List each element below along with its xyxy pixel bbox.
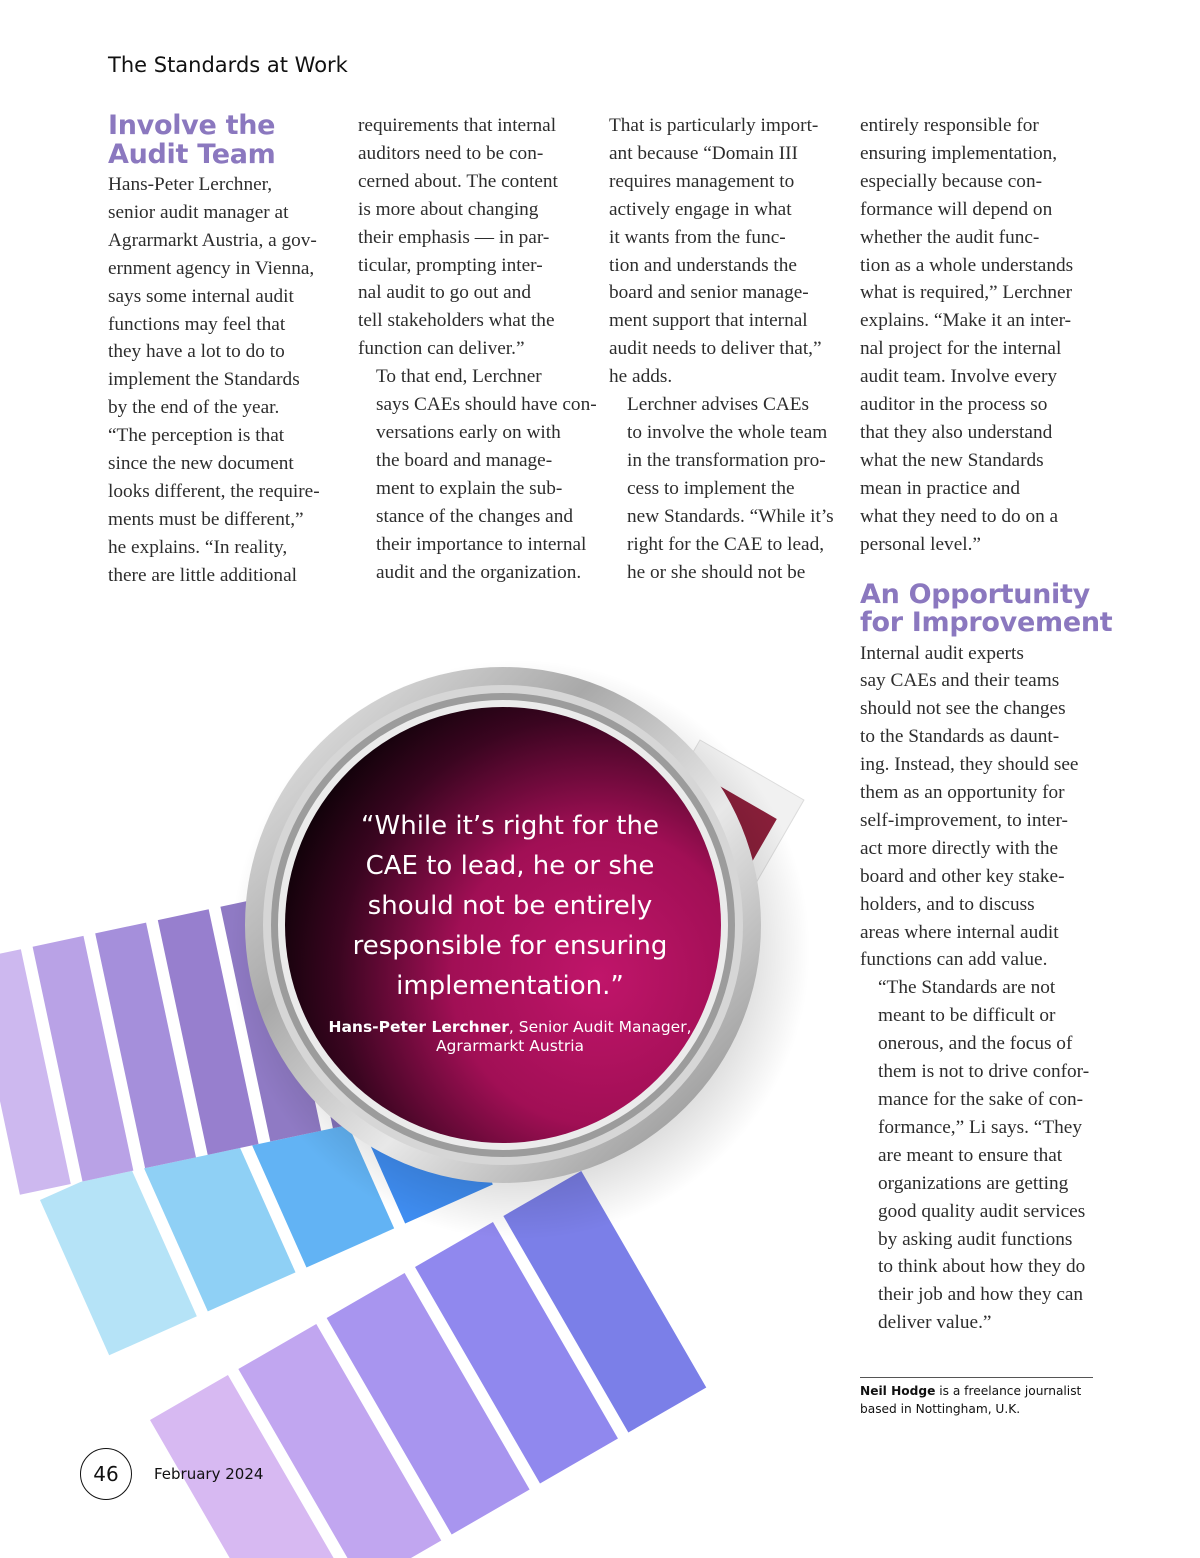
text-line: actively engage in what <box>609 198 792 220</box>
text-line: formance,” Li says. “They <box>878 1116 1082 1138</box>
text-line: nal project for the internal <box>860 338 1062 360</box>
text-line: ant because “Domain III <box>609 142 798 164</box>
text-line: requirements that internal <box>358 115 557 136</box>
pull-quote-line: implementation.” <box>396 971 624 1001</box>
text-line: what is required,” Lerchner <box>860 282 1072 304</box>
paragraph <box>609 112 845 391</box>
text-line: requires management to <box>609 170 795 192</box>
text-line: are meant to ensure that <box>878 1144 1063 1166</box>
text-line: implement the Standards <box>108 369 300 391</box>
text-line: since the new document <box>108 453 294 475</box>
text-line: them as an opportunity for <box>860 782 1065 804</box>
text-line: by the end of the year. <box>108 397 280 419</box>
text-line: their importance to internal <box>376 533 587 555</box>
text-line: Agrarmarkt Austria, a gov- <box>108 229 317 251</box>
text-line: Hans-Peter Lerchner, <box>108 174 273 195</box>
text-line: to the Standards as daunt- <box>860 726 1060 748</box>
text-line: formance will depend on <box>860 198 1053 220</box>
text-line: act more directly with the <box>860 837 1059 859</box>
bio-line <box>860 1382 1100 1400</box>
text-line: function can deliver.” <box>358 338 525 360</box>
text-line: whether the audit func- <box>860 226 1040 248</box>
text-line: tell stakeholders what the <box>358 310 555 332</box>
page-number: 46 <box>80 1448 132 1500</box>
text-line: ment to explain the sub- <box>376 477 563 499</box>
text-line: them is not to drive confor- <box>878 1061 1090 1083</box>
section-label: The Standards at Work <box>108 53 348 77</box>
attribution-line <box>320 1018 700 1037</box>
bio-text: is a freelance journalist <box>935 1384 1082 1398</box>
attribution-title: , Senior Audit Manager, <box>508 1018 692 1036</box>
text-line: is more about changing <box>358 198 539 220</box>
paragraph <box>609 391 845 586</box>
text-line: audit needs to deliver that,” <box>609 338 822 360</box>
pull-quote-attribution <box>320 1018 700 1056</box>
article-column-2 <box>358 112 597 586</box>
text-line: to involve the whole team <box>627 421 828 443</box>
text-line: looks different, the require- <box>108 480 320 502</box>
text-line: he explains. “In reality, <box>108 536 288 558</box>
author-bio <box>860 1382 1100 1418</box>
text-line: self-improvement, to inter- <box>860 809 1068 831</box>
text-line: it wants from the func- <box>609 226 786 248</box>
text-line: “The Standards are not <box>878 977 1056 999</box>
text-line: deliver value.” <box>878 1312 992 1334</box>
text-line: ensuring implementation, <box>860 142 1058 164</box>
text-line: auditor in the process so <box>860 394 1048 416</box>
pull-quote-line: should not be entirely <box>367 891 653 921</box>
pull-quote-line: CAE to lead, he or she <box>365 851 655 881</box>
text-line: good quality audit services <box>878 1200 1086 1222</box>
text-line: “The perception is that <box>108 425 285 447</box>
text-line: audit and the organization. <box>376 561 582 583</box>
text-line: their job and how they can <box>878 1284 1084 1306</box>
text-line: stance of the changes and <box>376 505 574 527</box>
text-line: new Standards. “While it’s <box>627 505 834 527</box>
text-line: should not see the changes <box>860 698 1066 720</box>
text-line: right for the CAE to lead, <box>627 533 825 555</box>
text-line: board and other key stake- <box>860 865 1065 887</box>
section-heading-involve <box>108 112 344 169</box>
text-line: explains. “Make it an inter- <box>860 310 1072 332</box>
text-line: entirely responsible for <box>860 115 1039 136</box>
text-line: ment support that internal <box>609 310 808 332</box>
article-column-3 <box>609 112 845 586</box>
text-line: tion and understands the <box>609 254 797 276</box>
text-line: mean in practice and <box>860 477 1021 499</box>
text-line: in the transformation pro- <box>627 449 826 471</box>
text-line: onerous, and the focus of <box>878 1033 1073 1055</box>
pull-quote-line: “While it’s right for the <box>361 811 659 841</box>
author-name: Neil Hodge <box>860 1384 936 1398</box>
text-line: says CAEs should have con- <box>376 394 597 416</box>
text-line: meant to be difficult or <box>878 1005 1056 1027</box>
attribution-speaker: Hans-Peter Lerchner <box>328 1018 509 1036</box>
text-line: That is particularly import- <box>609 115 819 136</box>
text-line: there are little additional <box>108 564 297 586</box>
text-line: cerned about. The content <box>358 170 558 192</box>
text-line: ments must be different,” <box>108 508 304 530</box>
text-line: tion as a whole understands <box>860 254 1074 276</box>
text-line: personal level.” <box>860 533 981 555</box>
article-column-1 <box>108 112 344 590</box>
text-line: says some internal audit <box>108 285 294 307</box>
text-line: board and senior manage- <box>609 282 809 304</box>
bio-line: based in Nottingham, U.K. <box>860 1402 1021 1416</box>
text-line: senior audit manager at <box>108 201 289 223</box>
text-line: especially because con- <box>860 170 1043 192</box>
text-line: what they need to do on a <box>860 505 1059 527</box>
paragraph <box>358 112 594 363</box>
text-line: areas where internal audit <box>860 921 1059 943</box>
pull-quote <box>320 806 700 1056</box>
text-line: functions may feel that <box>108 313 286 335</box>
text-line: ing. Instead, they should see <box>860 754 1079 776</box>
paragraph <box>108 171 344 590</box>
heading-line: for Improvement <box>860 607 1113 638</box>
text-line: he or she should not be <box>627 561 806 583</box>
text-line: audit team. Involve every <box>860 366 1058 388</box>
text-line: cess to implement the <box>627 477 795 499</box>
text-line: he adds. <box>609 366 673 388</box>
paragraph <box>358 363 597 586</box>
text-line: nal audit to go out and <box>358 282 531 304</box>
issue-date: February 2024 <box>154 1465 264 1483</box>
text-line: ernment agency in Vienna, <box>108 257 315 279</box>
text-line: mance for the sake of con- <box>878 1089 1084 1110</box>
text-line: versations early on with <box>376 421 561 443</box>
heading-line: Audit Team <box>108 138 276 170</box>
text-line: ticular, prompting inter- <box>358 254 543 276</box>
text-line: holders, and to discuss <box>860 893 1035 915</box>
text-line: by asking audit functions <box>878 1228 1073 1250</box>
text-line: they have a lot to do to <box>108 341 285 363</box>
paragraph <box>860 112 1096 559</box>
text-line: what the new Standards <box>860 449 1044 471</box>
heading-line: Involve the <box>108 110 276 141</box>
attribution-organization: Agrarmarkt Austria <box>435 1037 585 1055</box>
text-line: their emphasis — in par- <box>358 226 550 248</box>
pull-quote-text <box>320 806 700 1006</box>
text-line: that they also understand <box>860 421 1053 443</box>
text-line: the board and manage- <box>376 449 553 471</box>
bio-divider <box>860 1377 1093 1378</box>
pull-quote-line: responsible for ensuring <box>352 931 668 961</box>
text-line: auditors need to be con- <box>358 142 544 164</box>
text-line: Lerchner advises CAEs <box>627 394 810 416</box>
text-line: To that end, Lerchner <box>376 366 542 388</box>
text-line: functions can add value. <box>860 949 1048 971</box>
text-line: Internal audit experts <box>860 642 1024 664</box>
text-line: organizations are getting <box>878 1172 1069 1194</box>
heading-line: An Opportunity <box>860 578 1090 610</box>
text-line: to think about how they do <box>878 1256 1086 1278</box>
text-line: say CAEs and their teams <box>860 670 1060 692</box>
